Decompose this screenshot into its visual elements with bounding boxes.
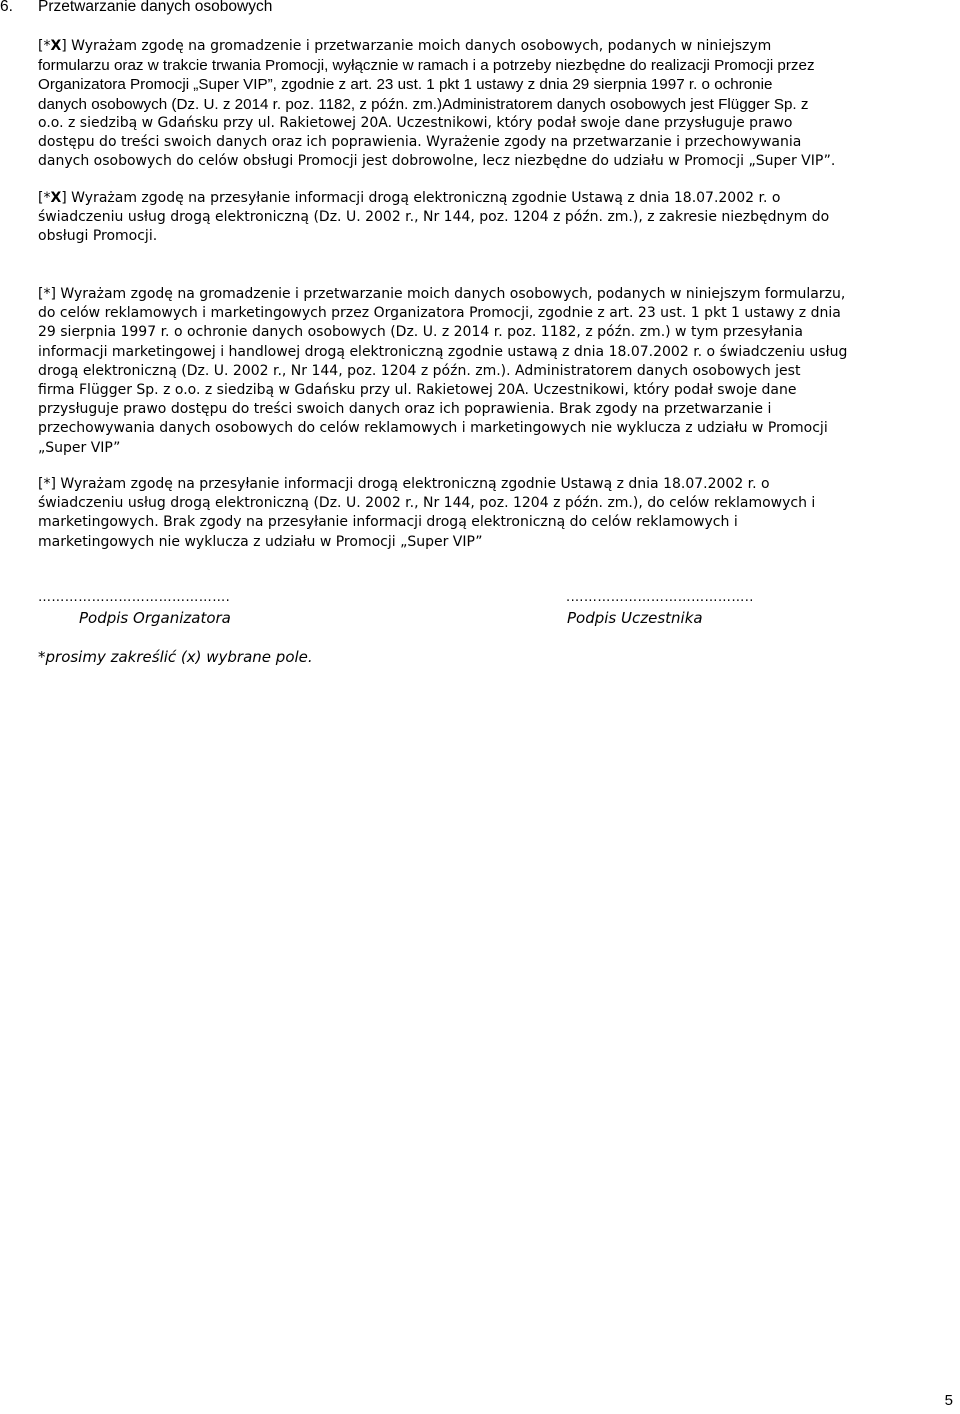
consent4-line: marketingowych. Brak zgody na przesyłanie informacji drogą elektroniczną do celów reklamowych i xyxy=(38,514,738,531)
section-heading xyxy=(0,0,272,17)
participant-signature-line: .………………………………….. xyxy=(566,590,754,605)
section-number: 6. xyxy=(0,0,13,15)
footnote: *prosimy zakreślić (x) wybrane pole. xyxy=(38,648,313,666)
consent2-line: świadczeniu usług drogą elektroniczną (Dz. U. 2002 r., Nr 144, poz. 1204 z późn. zm.), z zakresie niezbędnym do xyxy=(38,209,830,226)
consent4-line: marketingowych nie wyklucza z udziału w Promocji „Super VIP” xyxy=(38,533,483,550)
organizer-signature-line: ……………………………………. xyxy=(38,590,231,605)
section-title: Przetwarzanie danych osobowych xyxy=(38,0,273,15)
checkbox-mark: X xyxy=(50,190,62,206)
consent3-line: firma Flügger Sp. z o.o. z siedzibą w Gdańsku przy ul. Rakietowej 20A. Uczestnikowi, który podał swoje dane xyxy=(38,382,797,399)
organizer-signature-label: Podpis Organizatora xyxy=(79,609,231,627)
consent3-line: przysługuje prawo dostępu do treści swoich danych oraz ich poprawienia. Brak zgody na przetwarzanie i xyxy=(38,401,772,418)
consent1-line: formularzu oraz w trakcie trwania Promocji, wyłącznie w ramach i a potrzeby niezbędne do realizacji Promocji przez xyxy=(38,57,815,75)
consent-paragraph-marketing xyxy=(38,285,958,458)
consent3-line: przechowywania danych osobowych do celów reklamowych i marketingowych nie wyklucza z udziału w Promocji xyxy=(38,420,828,437)
consent3-line: do celów reklamowych i marketingowych przez Organizatora Promocji, zgodnie z art. 23 ust. 1 pkt 1 ustawy z dnia xyxy=(38,305,841,322)
consent1-line: danych osobowych do celów obsługi Promocji jest dobrowolne, lecz niezbędne do udziału w Promocji „Super VIP”. xyxy=(38,153,836,170)
consent3-line: drogą elektroniczną (Dz. U. 2002 r., Nr 144, poz. 1204 z późn. zm.). Administratorem danych osobowych jest xyxy=(38,362,801,379)
consent-paragraph-marketing-electronic xyxy=(38,475,958,552)
consent1-line: danych osobowych (Dz. U. z 2014 r. poz. 1182, z późn. zm.)Administratorem danych osobowych jest Flügger Sp. z xyxy=(38,95,809,113)
consent2-line: obsługi Promocji. xyxy=(38,228,158,245)
consent1-line: [*X] Wyrażam zgodę na gromadzenie i przetwarzanie moich danych osobowych, podanych w niniejszym xyxy=(38,38,772,54)
consent-paragraph-data-processing xyxy=(38,37,958,171)
consent3-line: 29 sierpnia 1997 r. o ochronie danych osobowych (Dz. U. z 2014 r. poz. 1182, z późn. zm.) w tym przesyłania xyxy=(38,324,803,341)
checkbox-mark: X xyxy=(50,38,62,54)
consent4-line: świadczeniu usług drogą elektroniczną (Dz. U. 2002 r., Nr 144, poz. 1204 z późn. zm.), do celów reklamowych i xyxy=(38,495,816,512)
consent3-line: „Super VIP” xyxy=(38,439,121,456)
consent-paragraph-electronic-info xyxy=(38,189,958,247)
consent3-line: informacji marketingowej i handlowej drogą elektroniczną zgodnie ustawą z dnia 18.07.2002 r. o świadczeniu usług xyxy=(38,343,848,360)
page-number: 5 xyxy=(944,1392,953,1409)
consent2-line: [*X] Wyrażam zgodę na przesyłanie informacji drogą elektroniczną zgodnie Ustawą z dnia 18.07.2002 r. o xyxy=(38,190,781,206)
consent3-line: [*] Wyrażam zgodę na gromadzenie i przetwarzanie moich danych osobowych, podanych w niniejszym formularzu, xyxy=(38,286,846,302)
consent1-line: dostępu do treści swoich danych oraz ich poprawienia. Wyrażenie zgody na przetwarzanie i przechowywania xyxy=(38,134,802,151)
participant-signature-label: Podpis Uczestnika xyxy=(567,609,703,627)
consent1-line: Organizatora Promocji „Super VIP”, zgodnie z art. 23 ust. 1 pkt 1 ustawy z dnia 29 sierpnia 1997 r. o ochronie xyxy=(38,76,773,94)
consent4-line: [*] Wyrażam zgodę na przesyłanie informacji drogą elektroniczną zgodnie Ustawą z dnia 18.07.2002 r. o xyxy=(38,476,770,492)
consent1-line: o.o. z siedzibą w Gdańsku przy ul. Rakietowej 20A. Uczestnikowi, który podał swoje dane przysługuje prawo xyxy=(38,114,793,131)
